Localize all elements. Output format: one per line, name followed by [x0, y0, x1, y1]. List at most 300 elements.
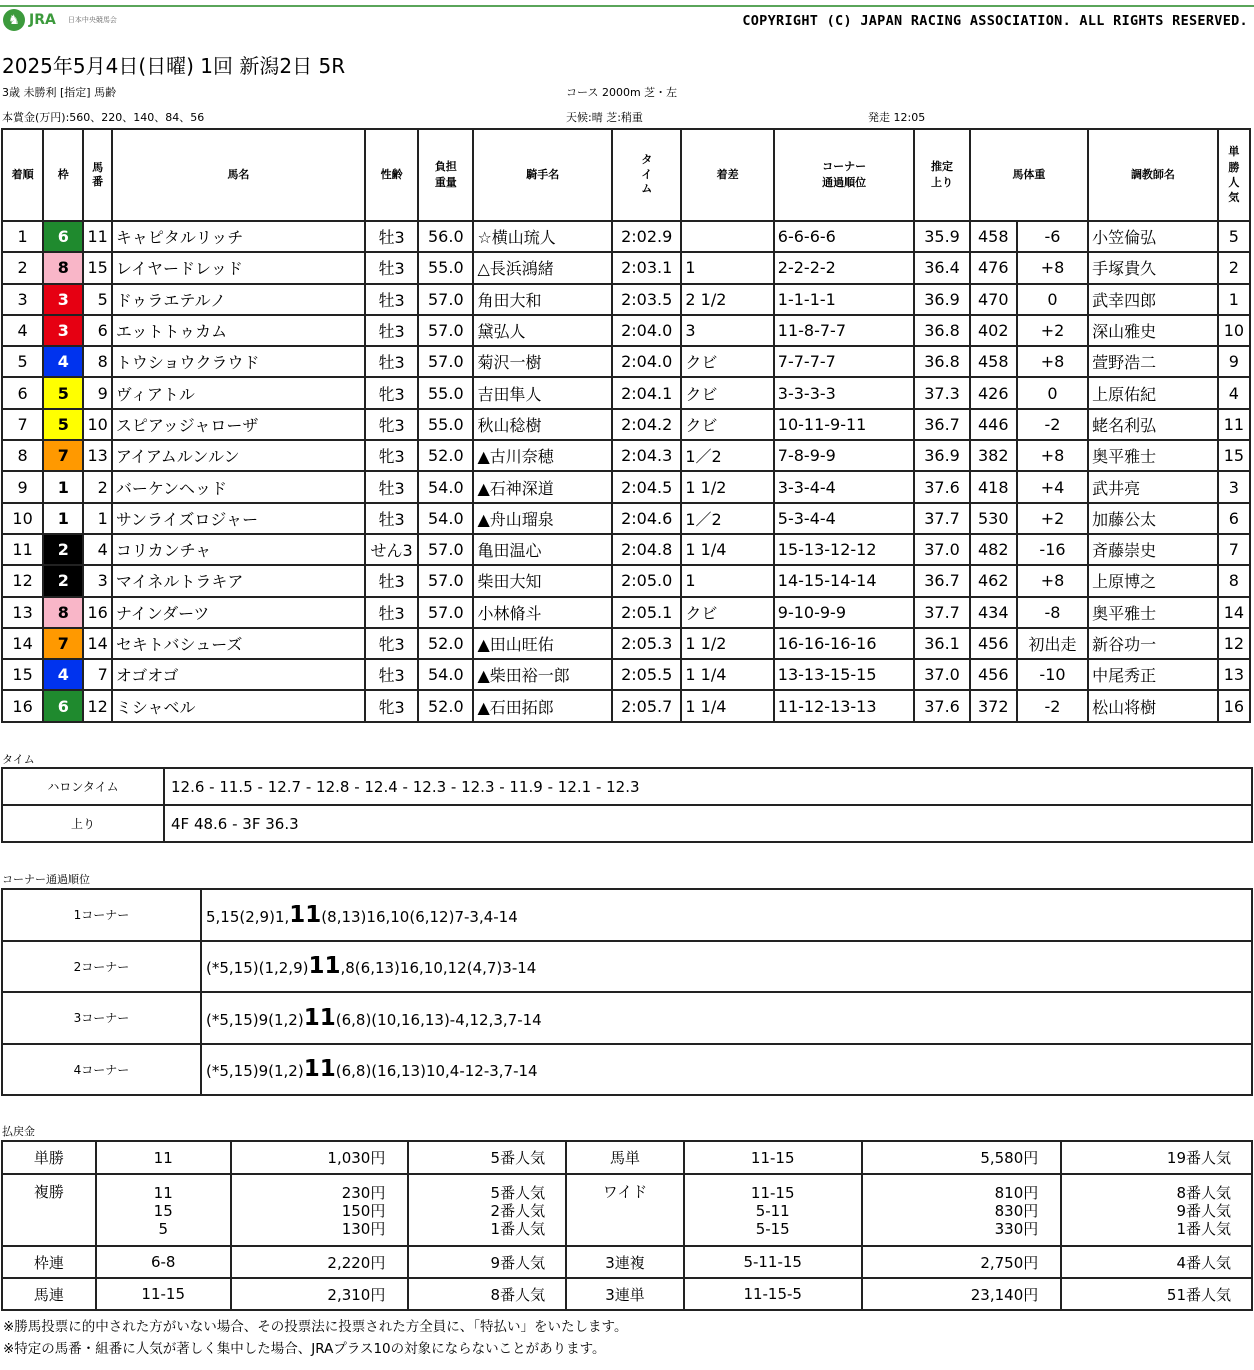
rank: 9: [2, 471, 43, 502]
corner-row: [2, 941, 1252, 993]
race-title: 2025年5月4日(日曜) 1回 新潟2日 5R: [2, 54, 346, 78]
weight: 57.0: [418, 284, 473, 315]
result-row: [2, 221, 1250, 252]
jockey: ☆横山琉人: [473, 221, 612, 252]
body-weight: 476: [970, 252, 1017, 283]
body-diff: -6: [1017, 221, 1088, 252]
popularity: 5: [1218, 221, 1250, 252]
corner-label: 4コーナー: [2, 1044, 201, 1096]
waku-badge: 3: [44, 285, 82, 314]
horse-number: 13: [83, 440, 111, 471]
logo-sub: 日本中央競馬会: [67, 16, 117, 24]
sex-age: 牡3: [365, 315, 418, 346]
weight: 57.0: [418, 565, 473, 596]
body-weight: 462: [970, 565, 1017, 596]
weight: 54.0: [418, 659, 473, 690]
bet-amount: 2,220円: [231, 1246, 409, 1278]
trainer: 武幸四郎: [1088, 284, 1218, 315]
bet-combo: 11-15: [96, 1278, 231, 1310]
trainer: 中尾秀正: [1088, 659, 1218, 690]
horse-name: ミシャベル: [112, 690, 365, 721]
waku-badge: 7: [44, 629, 82, 658]
horse-number: 11: [83, 221, 111, 252]
horse-name: ヴィアトル: [112, 377, 365, 408]
popularity: 12: [1218, 628, 1250, 659]
popularity: 7: [1218, 534, 1250, 565]
results-table: [1, 128, 1251, 723]
body-diff: 0: [1017, 377, 1088, 408]
bet-amount: 1,030円: [231, 1141, 409, 1174]
time: 2:04.5: [612, 471, 681, 502]
horse-name: スピアッジャローザ: [112, 409, 365, 440]
results-header-row: [2, 129, 1250, 221]
body-diff: 初出走: [1017, 628, 1088, 659]
margin: クビ: [681, 346, 773, 377]
horse-name: オゴオゴ: [112, 659, 365, 690]
horse-name: バーケンヘッド: [112, 471, 365, 502]
sex-age: 牡3: [365, 659, 418, 690]
time: 2:04.2: [612, 409, 681, 440]
agari-value: 4F 48.6 - 3F 36.3: [164, 805, 1252, 842]
col-time: タ イ ム: [612, 129, 681, 221]
popularity: 4: [1218, 377, 1250, 408]
corner-order: (*5,15)9(1,2)11(6,8)(10,16,13)-4,12,3,7-14: [201, 992, 1252, 1044]
body-weight: 470: [970, 284, 1017, 315]
margin: [681, 221, 773, 252]
jockey: △長浜鴻緒: [473, 252, 612, 283]
margin: 1 1/2: [681, 471, 773, 502]
waku-badge: 1: [44, 504, 82, 533]
trainer: 蛯名利弘: [1088, 409, 1218, 440]
result-row: [2, 659, 1250, 690]
bet-amount: 23,140円: [862, 1278, 1062, 1310]
weight: 55.0: [418, 252, 473, 283]
bet-combo: 5-11-15: [684, 1246, 862, 1278]
body-diff: -2: [1017, 409, 1088, 440]
body-diff: -2: [1017, 690, 1088, 721]
horse-name: マイネルトラキア: [112, 565, 365, 596]
jockey: 角田大和: [473, 284, 612, 315]
bet-pop: 8番人気: [408, 1278, 566, 1310]
body-weight: 482: [970, 534, 1017, 565]
body-weight: 426: [970, 377, 1017, 408]
time: 2:05.1: [612, 597, 681, 628]
rank: 13: [2, 597, 43, 628]
time-section-label: タイム: [2, 753, 35, 766]
last3f: 37.0: [914, 534, 969, 565]
jockey: 秋山稔樹: [473, 409, 612, 440]
body-weight: 458: [970, 221, 1017, 252]
last3f: 36.9: [914, 440, 969, 471]
waku: [43, 221, 83, 252]
body-diff: -8: [1017, 597, 1088, 628]
last3f: 36.7: [914, 409, 969, 440]
col-trainer: 調教師名: [1088, 129, 1218, 221]
waku-badge: 6: [44, 222, 82, 251]
corner-section-label: コーナー通過順位: [2, 873, 90, 886]
agari-row: [2, 805, 1252, 842]
waku: [43, 534, 83, 565]
bet-type: ワイド: [566, 1174, 684, 1246]
weight: 57.0: [418, 534, 473, 565]
waku: [43, 659, 83, 690]
trainer: 奥平雅士: [1088, 597, 1218, 628]
payout-row: [2, 1141, 1252, 1174]
trainer: 上原博之: [1088, 565, 1218, 596]
sex-age: 牡3: [365, 252, 418, 283]
body-diff: -16: [1017, 534, 1088, 565]
bet-combo: 11: [96, 1141, 231, 1174]
result-row: [2, 534, 1250, 565]
waku: [43, 377, 83, 408]
body-diff: +4: [1017, 471, 1088, 502]
horse-number: 7: [83, 659, 111, 690]
jockey: 黛弘人: [473, 315, 612, 346]
last3f: 37.0: [914, 659, 969, 690]
body-diff: +2: [1017, 315, 1088, 346]
margin: 1: [681, 252, 773, 283]
waku-badge: 2: [44, 566, 82, 595]
col-last3f: 推定 上り: [914, 129, 969, 221]
col-weight: 負担 重量: [418, 129, 473, 221]
popularity: 3: [1218, 471, 1250, 502]
corners: 3-3-3-3: [774, 377, 915, 408]
popularity: 8: [1218, 565, 1250, 596]
sex-age: 牡3: [365, 565, 418, 596]
last3f: 36.8: [914, 315, 969, 346]
popularity: 14: [1218, 597, 1250, 628]
furlong-row: [2, 768, 1252, 805]
margin: 1: [681, 565, 773, 596]
waku: [43, 346, 83, 377]
horse-number: 14: [83, 628, 111, 659]
last3f: 37.6: [914, 690, 969, 721]
result-row: [2, 377, 1250, 408]
trainer: 手塚貴久: [1088, 252, 1218, 283]
weight: 54.0: [418, 471, 473, 502]
waku: [43, 597, 83, 628]
margin: 2 1/2: [681, 284, 773, 315]
horse-number: 16: [83, 597, 111, 628]
bet-pop: 8番人気 9番人気 1番人気: [1061, 1174, 1252, 1246]
jockey: ▲田山旺佑: [473, 628, 612, 659]
bet-pop: 19番人気: [1061, 1141, 1252, 1174]
payout-section-label: 払戻金: [2, 1125, 35, 1138]
time: 2:05.3: [612, 628, 681, 659]
waku: [43, 503, 83, 534]
horse-number: 3: [83, 565, 111, 596]
waku: [43, 471, 83, 502]
jockey: 菊沢一樹: [473, 346, 612, 377]
waku-badge: 5: [44, 410, 82, 439]
jockey: ▲舟山瑠泉: [473, 503, 612, 534]
horse-name: キャピタルリッチ: [112, 221, 365, 252]
time: 2:03.1: [612, 252, 681, 283]
result-row: [2, 690, 1250, 721]
trainer: 上原佑紀: [1088, 377, 1218, 408]
notes: [3, 1316, 627, 1360]
horse-name: トウショウクラウド: [112, 346, 365, 377]
corner-row: [2, 1044, 1252, 1096]
horse-number: 4: [83, 534, 111, 565]
horse-number: 15: [83, 252, 111, 283]
rank: 6: [2, 377, 43, 408]
margin: 1 1/4: [681, 690, 773, 721]
popularity: 16: [1218, 690, 1250, 721]
rank: 3: [2, 284, 43, 315]
body-diff: +8: [1017, 252, 1088, 283]
body-weight: 456: [970, 659, 1017, 690]
weight: 57.0: [418, 597, 473, 628]
horse-number: 9: [83, 377, 111, 408]
race-start: 発走 12:05: [868, 111, 926, 124]
jockey: 柴田大知: [473, 565, 612, 596]
payout-row: [2, 1278, 1252, 1310]
body-weight: 402: [970, 315, 1017, 346]
waku-badge: 2: [44, 535, 82, 564]
result-row: [2, 252, 1250, 283]
time: 2:04.3: [612, 440, 681, 471]
corners: 1-1-1-1: [774, 284, 915, 315]
corners: 9-10-9-9: [774, 597, 915, 628]
note-line: ※勝馬投票に的中された方がいない場合、その投票法に投票された方全員に、「特払い」をいたします。: [3, 1319, 628, 1335]
col-pop: 単 勝 人 気: [1218, 129, 1250, 221]
popularity: 11: [1218, 409, 1250, 440]
sex-age: 牝3: [365, 377, 418, 408]
last3f: 37.3: [914, 377, 969, 408]
trainer: 萱野浩二: [1088, 346, 1218, 377]
rank: 12: [2, 565, 43, 596]
body-diff: +2: [1017, 503, 1088, 534]
col-corners: コーナー 通過順位: [774, 129, 915, 221]
col-waku: 枠: [43, 129, 83, 221]
horse-name: コリカンチャ: [112, 534, 365, 565]
horse-number: 5: [83, 284, 111, 315]
sex-age: 牡3: [365, 471, 418, 502]
bet-amount: 230円 150円 130円: [231, 1174, 409, 1246]
note-line: ※特定の馬番・組番に人気が著しく集中した場合、JRAプラス10の対象にならないことがあります。: [3, 1341, 606, 1357]
body-diff: 0: [1017, 284, 1088, 315]
waku-badge: 5: [44, 378, 82, 407]
col-body: 馬体重: [970, 129, 1089, 221]
body-diff: +8: [1017, 346, 1088, 377]
bet-type: 馬単: [566, 1141, 684, 1174]
time: 2:04.0: [612, 315, 681, 346]
waku: [43, 315, 83, 346]
corners: 6-6-6-6: [774, 221, 915, 252]
bet-type: 枠連: [2, 1246, 96, 1278]
bet-amount: 810円 830円 330円: [862, 1174, 1062, 1246]
rank: 15: [2, 659, 43, 690]
body-diff: +8: [1017, 440, 1088, 471]
rank: 8: [2, 440, 43, 471]
result-row: [2, 440, 1250, 471]
body-diff: -10: [1017, 659, 1088, 690]
bet-combo: 11 15 5: [96, 1174, 231, 1246]
last3f: 36.7: [914, 565, 969, 596]
waku-badge: 7: [44, 441, 82, 470]
trainer: 深山雅史: [1088, 315, 1218, 346]
payout-table: [1, 1140, 1253, 1311]
bet-pop: 9番人気: [408, 1246, 566, 1278]
result-row: [2, 315, 1250, 346]
popularity: 9: [1218, 346, 1250, 377]
time: 2:04.8: [612, 534, 681, 565]
bet-pop: 51番人気: [1061, 1278, 1252, 1310]
horse-name: ドゥラエテルノ: [112, 284, 365, 315]
margin: 1 1/4: [681, 659, 773, 690]
rank: 2: [2, 252, 43, 283]
waku: [43, 252, 83, 283]
last3f: 36.4: [914, 252, 969, 283]
margin: 1 1/4: [681, 534, 773, 565]
jockey: ▲柴田裕一郎: [473, 659, 612, 690]
corners: 7-7-7-7: [774, 346, 915, 377]
trainer: 奥平雅士: [1088, 440, 1218, 471]
corner-row: [2, 889, 1252, 941]
body-weight: 382: [970, 440, 1017, 471]
race-prize: 本賞金(万円):560、220、140、84、56: [2, 111, 205, 124]
margin: 1／2: [681, 440, 773, 471]
corners: 3-3-4-4: [774, 471, 915, 502]
waku-badge: 1: [44, 472, 82, 501]
result-row: [2, 346, 1250, 377]
time-table: [1, 767, 1253, 843]
jra-logo: [3, 9, 117, 31]
col-margin: 着差: [681, 129, 773, 221]
time: 2:05.5: [612, 659, 681, 690]
weight: 52.0: [418, 628, 473, 659]
bet-type: 3連複: [566, 1246, 684, 1278]
sex-age: 牡3: [365, 284, 418, 315]
sex-age: 牡3: [365, 221, 418, 252]
race-course: コース 2000m 芝・左: [566, 86, 678, 99]
corner-order: (*5,15)(1,2,9)11,8(6,13)16,10,12(4,7)3-14: [201, 941, 1252, 993]
rank: 7: [2, 409, 43, 440]
payout-row: [2, 1246, 1252, 1278]
result-row: [2, 503, 1250, 534]
time: 2:04.6: [612, 503, 681, 534]
col-jockey: 騎手名: [473, 129, 612, 221]
horse-number: 1: [83, 503, 111, 534]
body-weight: 530: [970, 503, 1017, 534]
last3f: 37.7: [914, 503, 969, 534]
time: 2:05.7: [612, 690, 681, 721]
result-row: [2, 284, 1250, 315]
horse-number: 6: [83, 315, 111, 346]
col-rank: 着順: [2, 129, 43, 221]
last3f: 37.6: [914, 471, 969, 502]
popularity: 6: [1218, 503, 1250, 534]
corner-row: [2, 992, 1252, 1044]
time: 2:03.5: [612, 284, 681, 315]
col-name: 馬名: [112, 129, 365, 221]
sex-age: 牡3: [365, 597, 418, 628]
horse-number: 2: [83, 471, 111, 502]
corner-table: [1, 888, 1253, 1096]
trainer: 松山将樹: [1088, 690, 1218, 721]
corners: 15-13-12-12: [774, 534, 915, 565]
sex-age: 牡3: [365, 346, 418, 377]
horse-name: エットトゥカム: [112, 315, 365, 346]
logo-text: JRA: [29, 12, 56, 28]
furlong-value: 12.6 - 11.5 - 12.7 - 12.8 - 12.4 - 12.3 - 12.3 - 11.9 - 12.1 - 12.3: [164, 768, 1252, 805]
horse-name: サンライズロジャー: [112, 503, 365, 534]
horse-number: 8: [83, 346, 111, 377]
waku: [43, 440, 83, 471]
bet-pop: 5番人気: [408, 1141, 566, 1174]
weight: 54.0: [418, 503, 473, 534]
trainer: 加藤公太: [1088, 503, 1218, 534]
bet-type: 馬連: [2, 1278, 96, 1310]
result-row: [2, 471, 1250, 502]
corner-label: 2コーナー: [2, 941, 201, 993]
popularity: 1: [1218, 284, 1250, 315]
bet-amount: 2,310円: [231, 1278, 409, 1310]
corners: 2-2-2-2: [774, 252, 915, 283]
bet-combo: 11-15: [684, 1141, 862, 1174]
rank: 10: [2, 503, 43, 534]
rank: 4: [2, 315, 43, 346]
corners: 10-11-9-11: [774, 409, 915, 440]
weight: 52.0: [418, 690, 473, 721]
last3f: 36.9: [914, 284, 969, 315]
body-weight: 456: [970, 628, 1017, 659]
waku-badge: 8: [44, 598, 82, 627]
waku: [43, 565, 83, 596]
last3f: 37.7: [914, 597, 969, 628]
furlong-label: ハロンタイム: [2, 768, 164, 805]
time: 2:04.1: [612, 377, 681, 408]
popularity: 2: [1218, 252, 1250, 283]
weight: 55.0: [418, 377, 473, 408]
corners: 5-3-4-4: [774, 503, 915, 534]
rank: 1: [2, 221, 43, 252]
horse-icon: ♞: [3, 9, 25, 31]
horse-number: 10: [83, 409, 111, 440]
body-weight: 446: [970, 409, 1017, 440]
corners: 11-8-7-7: [774, 315, 915, 346]
time: 2:04.0: [612, 346, 681, 377]
result-row: [2, 409, 1250, 440]
horse-name: アイアムルンルン: [112, 440, 365, 471]
waku-badge: 8: [44, 253, 82, 282]
waku: [43, 409, 83, 440]
margin: クビ: [681, 597, 773, 628]
last3f: 36.8: [914, 346, 969, 377]
horse-name: セキトバシューズ: [112, 628, 365, 659]
weight: 56.0: [418, 221, 473, 252]
corners: 16-16-16-16: [774, 628, 915, 659]
sex-age: 牡3: [365, 503, 418, 534]
trainer: 小笠倫弘: [1088, 221, 1218, 252]
corners: 13-13-15-15: [774, 659, 915, 690]
corner-order: (*5,15)9(1,2)11(6,8)(16,13)10,4-12-3,7-14: [201, 1044, 1252, 1096]
sex-age: 牝3: [365, 628, 418, 659]
rank: 11: [2, 534, 43, 565]
jockey: ▲石田拓郎: [473, 690, 612, 721]
bet-combo: 6-8: [96, 1246, 231, 1278]
bet-combo: 11-15 5-11 5-15: [684, 1174, 862, 1246]
weight: 55.0: [418, 409, 473, 440]
waku: [43, 690, 83, 721]
bet-amount: 2,750円: [862, 1246, 1062, 1278]
col-num: 馬 番: [83, 129, 111, 221]
result-row: [2, 565, 1250, 596]
race-weather: 天候:晴 芝:稍重: [566, 111, 643, 124]
margin: 1／2: [681, 503, 773, 534]
body-weight: 418: [970, 471, 1017, 502]
